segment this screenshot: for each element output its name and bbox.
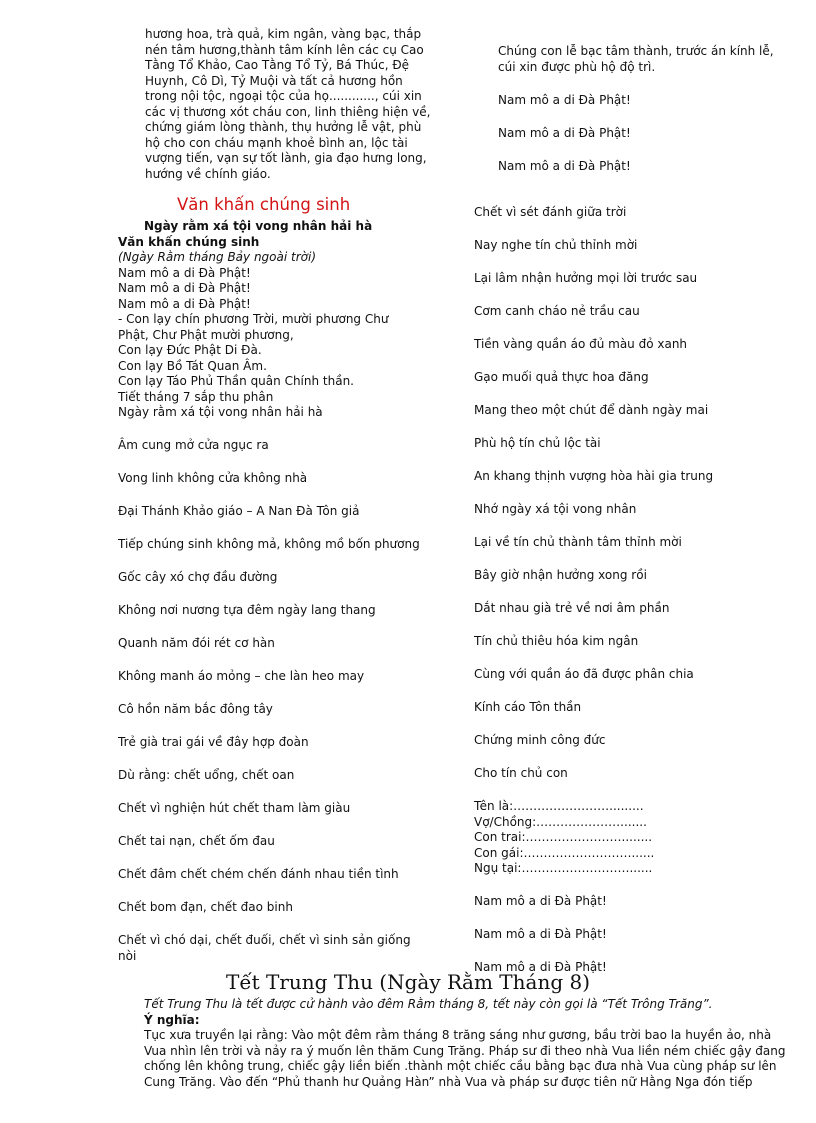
verse-line: Trẻ già trai gái về đây hợp đoàn: [118, 735, 309, 749]
verse-line: Tiếp chúng sinh không mả, không mồ bốn phương: [118, 537, 420, 551]
verse-line: Không nơi nương tựa đêm ngày lang thang: [118, 603, 376, 617]
text-line: Nam mô a di Đà Phật!: [118, 281, 251, 295]
text-line: Tằng Tổ Khảo, Cao Tằng Tổ Tỷ, Bá Thúc, Đệ: [145, 58, 410, 72]
text-line: Vua nhìn lên trời và nảy ra ý muốn lên thăm Cung Trăng. Pháp sư đi theo nhà Vua liền ném chiếc gậy đang: [144, 1043, 786, 1058]
verse-line: Dù rằng: chết uổng, chết oan: [118, 768, 295, 782]
verse-line: Chết vì nghiện hút chết tham làm giàu: [118, 801, 351, 815]
text-line: hộ cho con cháu mạnh khoẻ bình an, lộc tài: [145, 135, 408, 150]
verse-line: Chứng minh công đức: [474, 733, 606, 747]
text-line: Ngày rằm xá tội vong nhân hải hà: [118, 405, 323, 419]
verse-line: Chết tai nạn, chết ốm đau: [118, 834, 275, 848]
text-line: hương hoa, trà quả, kim ngân, vàng bạc, thắp: [145, 27, 422, 41]
bottom-title: Tết Trung Thu (Ngày Rằm Tháng 8): [225, 970, 591, 994]
residence-field: Ngụ tại:………………………......: [474, 861, 653, 875]
bottom-section: [144, 997, 784, 1090]
namo-line: Nam mô a di Đà Phật!: [474, 960, 607, 974]
daughter-field: Con gái:………………………......: [474, 845, 655, 860]
namo-line: Nam mô a di Đà Phật!: [474, 894, 607, 908]
prayer-heading: Văn khấn chúng sinh: [118, 234, 260, 249]
text-line: Con lạy Bồ Tát Quan Âm.: [118, 358, 267, 373]
text-line: Tục xưa truyền lại rằng: Vào một đêm rằm tháng 8 trăng sáng như gương, bầu trời bao la huyền ảo, nhà: [144, 1028, 772, 1042]
text-line: hướng về chính giáo.: [145, 166, 271, 181]
verse-line: Mang theo một chút để dành ngày mai: [474, 403, 709, 417]
text-line: Nam mô a di Đà Phật!: [118, 296, 251, 311]
verse-line: Lại lâm nhận hưởng mọi lời trước sau: [474, 271, 698, 285]
text-line: Nam mô a di Đà Phật!: [118, 265, 251, 280]
verse-line: Không manh áo mỏng – che làn heo may: [118, 669, 365, 683]
prayer-note: (Ngày Rằm tháng Bảy ngoài trời): [118, 250, 317, 264]
verse-line: Quanh năm đói rét cơ hàn: [118, 636, 275, 650]
verse-line: Chết vì chó dại, chết đuối, chết vì sinh sản giống: [118, 933, 411, 947]
text-line: Cung Trăng. Vào đến “Phủ thanh hư Quảng Hàn” nhà Vua và pháp sư được tiên nữ Hằng Nga đón tiếp: [144, 1074, 753, 1089]
namo-line: Nam mô a di Đà Phật!: [498, 125, 631, 140]
verse-line: Gốc cây xó chợ đầu đường: [118, 570, 278, 584]
son-field: Con trai:……………………........: [474, 830, 653, 844]
left-top-paragraph: [145, 27, 435, 182]
text-line: chống lên không trung, chiếc gậy liền biến .thành một chiếc cầu bằng bạc đưa nhà Vua cùng pháp sư lên: [144, 1059, 777, 1073]
text-line: Tiết tháng 7 sắp thu phân: [118, 389, 274, 404]
verse-line: Chết vì sét đánh giữa trời: [474, 205, 627, 219]
text-line: nén tâm hương,thành tâm kính lên các cụ Cao: [145, 42, 424, 57]
verse-line: Lại về tín chủ thành tâm thỉnh mời: [474, 535, 682, 549]
right-column-section: [474, 205, 794, 976]
text-line: các vị thương xót cháu con, linh thiêng hiện về,: [145, 104, 431, 119]
verse-line: Tín chủ thiêu hóa kim ngân: [474, 634, 639, 648]
verse-line: Nay nghe tín chủ thỉnh mời: [474, 238, 638, 252]
meaning-label: Ý nghĩa:: [144, 1012, 200, 1027]
name-field: Tên là:…………………….........: [474, 799, 644, 813]
verse-line: nòi: [118, 948, 137, 963]
verse-line: Âm cung mở cửa ngục ra: [118, 438, 269, 452]
verse-line: An khang thịnh vượng hòa hài gia trung: [474, 469, 714, 483]
namo-line: Nam mô a di Đà Phật!: [498, 158, 631, 173]
text-line: Chúng con lễ bạc tâm thành, trước án kính lễ,: [498, 44, 774, 58]
verse-line: Cô hồn năm bắc đông tây: [118, 702, 273, 716]
namo-line: Nam mô a di Đà Phật!: [498, 92, 631, 107]
verse-line: Gạo muối quả thực hoa đăng: [474, 370, 649, 384]
verse-line: Chết đâm chết chém chến đánh nhau tiền tình: [118, 867, 399, 881]
verse-line: Nhớ ngày xá tội vong nhân: [474, 502, 637, 516]
text-line: Phật, Chư Phật mười phương,: [118, 327, 294, 342]
right-top-section: [498, 44, 798, 174]
verse-line: Kính cáo Tôn thần: [474, 700, 582, 714]
text-line: trong nội tộc, ngoại tộc của họ............, cúi xin: [145, 89, 422, 103]
text-line: cúi xin được phù hộ độ trì.: [498, 59, 656, 74]
text-line: chứng giám lòng thành, thụ hưởng lễ vật, phù: [145, 120, 422, 134]
verse-line: Vong linh không cửa không nhà: [118, 471, 308, 485]
verse-line: Cho tín chủ con: [474, 766, 568, 780]
verse-line: Cùng với quần áo đã được phân chia: [474, 667, 694, 681]
text-line: - Con lạy chín phương Trời, mười phương Chư: [118, 312, 389, 326]
verse-line: Chết bom đạn, chết đao binh: [118, 900, 293, 914]
verse-line: Cơm canh cháo nẻ trầu cau: [474, 304, 640, 318]
text-line: Con lạy Táo Phủ Thần quân Chính thần.: [118, 374, 354, 388]
verse-line: Dắt nhau già trẻ về nơi âm phần: [474, 601, 670, 615]
verse-line: Bây giờ nhận hưởng xong rồi: [474, 568, 647, 582]
intro-line: Tết Trung Thu là tết được cử hành vào đêm Rằm tháng 8, tết này còn gọi là “Tết Trông Trăng”.: [144, 997, 713, 1011]
text-line: Huynh, Cô Dì, Tỷ Muội và tất cả hương hồn: [145, 73, 403, 88]
subtitle: Ngày rằm xá tội vong nhân hải hà: [144, 219, 373, 233]
text-line: vượng tiến, vạn sự tốt lành, gia đạo hưng long,: [145, 151, 427, 165]
text-line: Con lạy Đức Phật Di Đà.: [118, 343, 262, 357]
verse-line: Phù hộ tín chủ lộc tài: [474, 436, 601, 450]
verse-line: Tiền vàng quần áo đủ màu đỏ xanh: [474, 337, 688, 351]
namo-line: Nam mô a di Đà Phật!: [474, 927, 607, 941]
left-column-section: [118, 196, 418, 964]
verse-line: Đại Thánh Khảo giáo – A Nan Đà Tôn giả: [118, 504, 360, 518]
section-title: Văn khấn chúng sinh: [177, 195, 351, 214]
spouse-field: Vợ/Chồng:………………….......: [474, 814, 647, 829]
